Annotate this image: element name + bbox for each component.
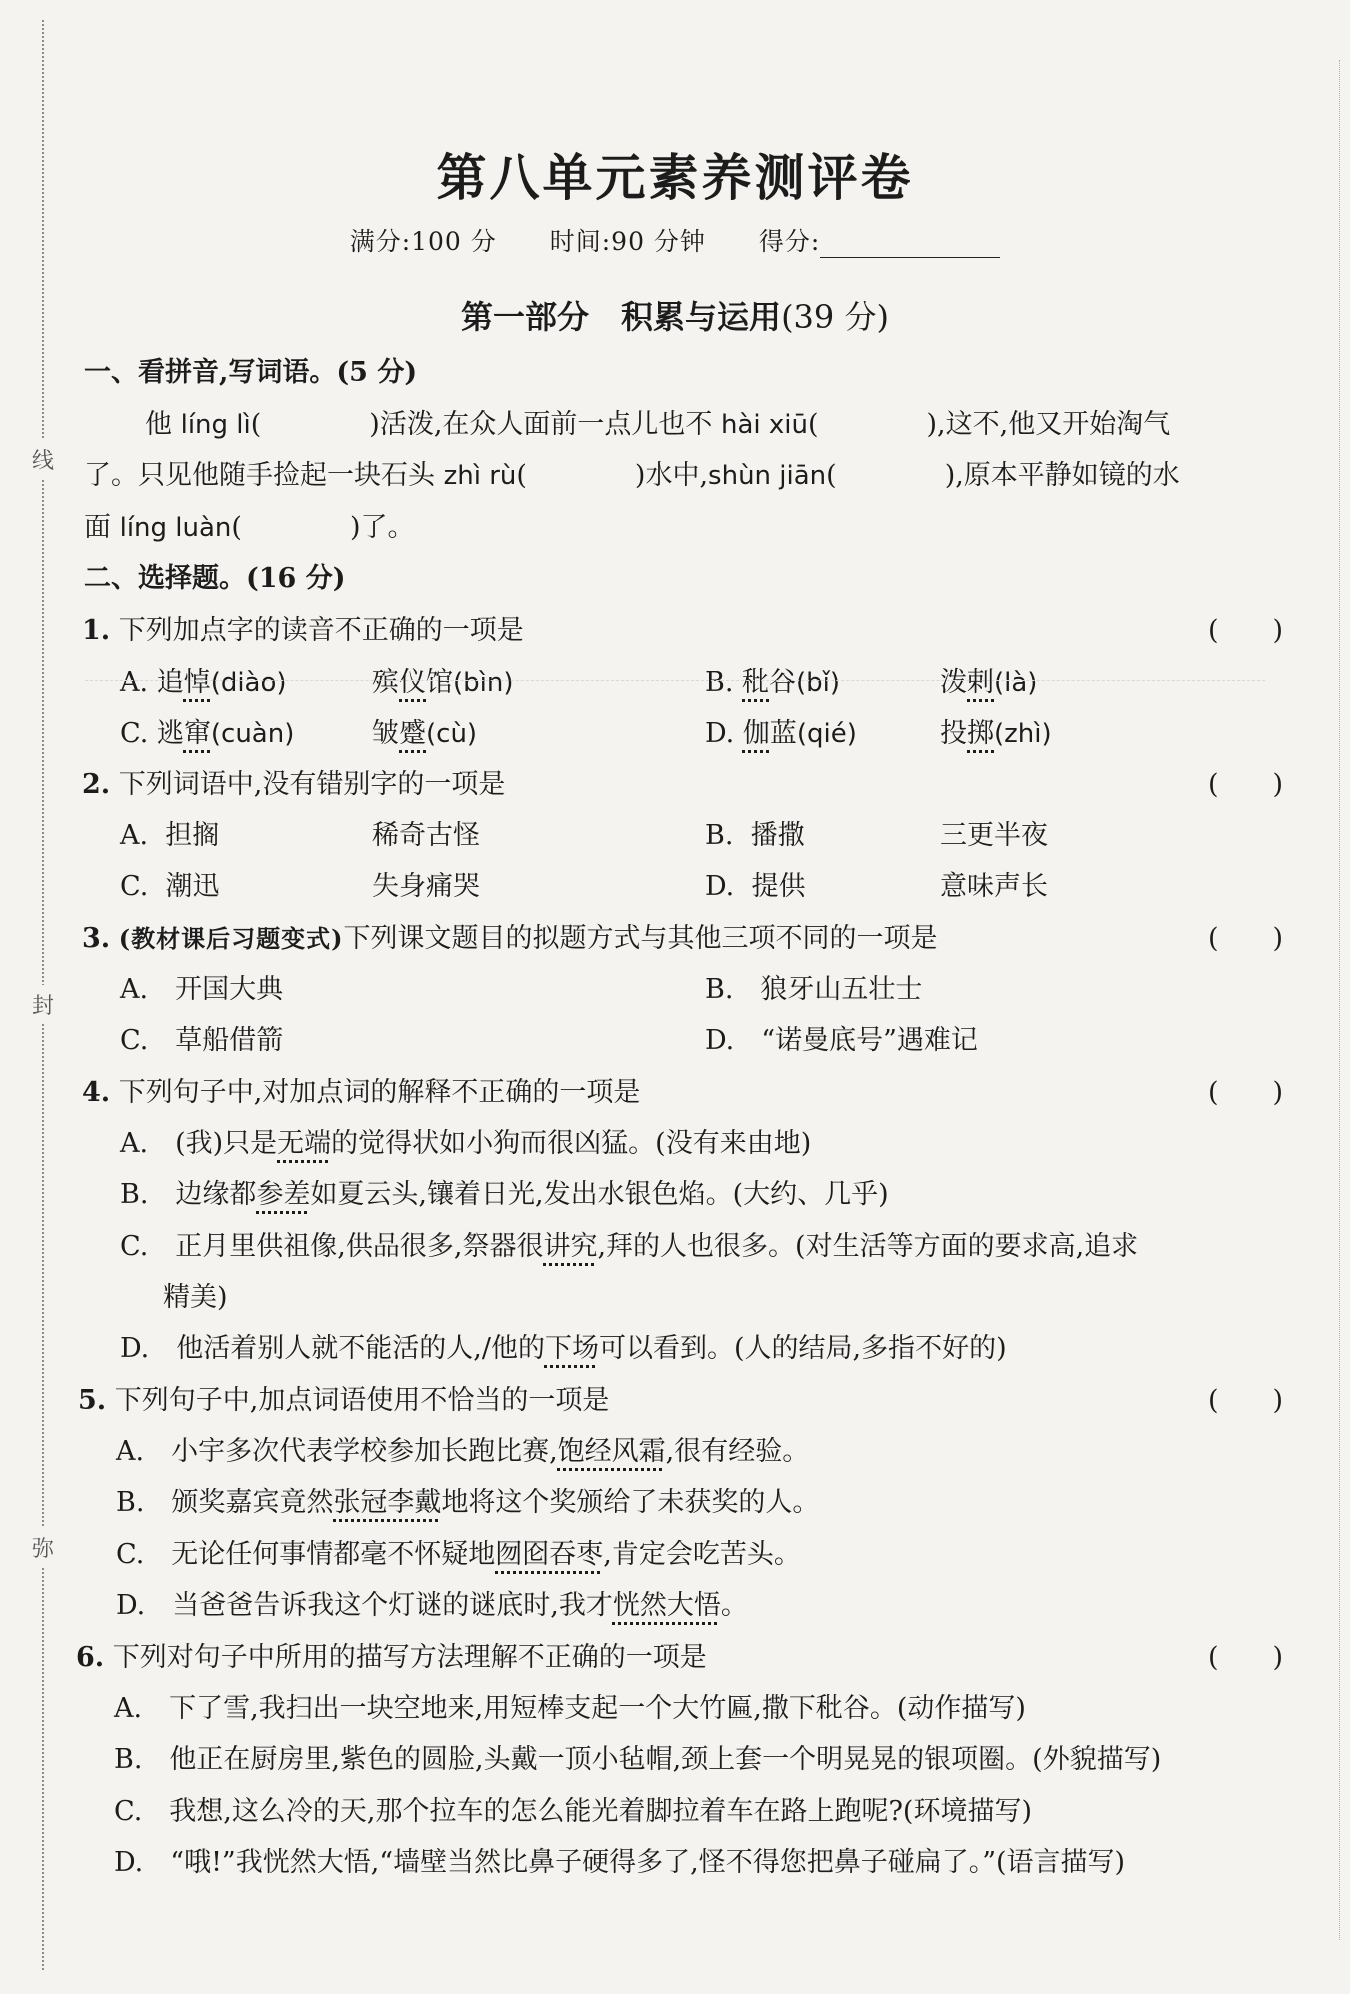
q6-option-a[interactable]: A. 下了雪,我扫出一块空地来,用短棒支起一个大竹匾,撒下秕谷。(动作描写): [114, 1693, 1026, 1724]
option-text: 潮迅: [165, 871, 220, 902]
dotted-word: 参差: [256, 1179, 311, 1210]
question-3-stem: [82, 916, 938, 955]
pinyin: (cù): [426, 719, 478, 749]
text: ,拜的人也很多。(对生活等方面的要求高,追求: [597, 1231, 1139, 1262]
answer-paren-6[interactable]: ( ): [1208, 1642, 1284, 1673]
stem-text: 下列句子中,对加点词的解释不正确的一项是: [118, 1077, 641, 1108]
q5-option-d[interactable]: [116, 1583, 748, 1622]
text: 如夏云头,镶着日光,发出水银色焰。(大约、几乎): [310, 1179, 889, 1210]
q2-option-a[interactable]: [120, 813, 219, 852]
pinyin-zhiru: zhì rù: [443, 461, 517, 491]
score-blank[interactable]: [820, 231, 1000, 258]
q5-option-c[interactable]: [116, 1532, 801, 1571]
dotted-char: 蹙: [399, 718, 426, 749]
text: B. 边缘都: [120, 1179, 257, 1210]
full-score: 满分:100 分: [349, 227, 497, 256]
q3-option-b[interactable]: B. 狼牙山五壮士: [705, 974, 923, 1005]
question-1-stem: [82, 608, 524, 647]
text: 逃: [156, 718, 184, 749]
q5-option-b[interactable]: [116, 1480, 819, 1519]
question-number: 3.: [82, 923, 111, 954]
question-tag: (教材课后习题变式): [118, 924, 344, 953]
option-label: C.: [120, 718, 149, 749]
pinyin: (là): [994, 668, 1038, 698]
part-one-title: [0, 292, 1350, 338]
q2-option-b-2: 三更半夜: [940, 820, 1048, 851]
dotted-word: 无端: [277, 1128, 332, 1159]
text: 投: [940, 718, 967, 749]
answer-blank-text[interactable]: ( ),这不,他又开始淘气: [807, 409, 1171, 440]
binding-label-feng: 封: [28, 985, 58, 1024]
q1-option-d-2: [940, 711, 1052, 750]
answer-blank-text[interactable]: ( )水中,: [516, 460, 709, 491]
pinyin-shunjian: shùn jiān: [708, 461, 827, 491]
question-number: 1.: [82, 615, 111, 646]
option-text: 播撒: [750, 820, 805, 851]
binding-label-mi: 弥: [28, 1528, 58, 1567]
part-one-points: (39 分): [781, 298, 889, 336]
part-one-name: 第一部分 积累与运用: [461, 298, 782, 336]
answer-blank-text[interactable]: ( ),原本平静如镜的水: [826, 460, 1180, 491]
option-text: 担搁: [165, 820, 220, 851]
text: 面: [84, 512, 120, 543]
question-number: 2.: [82, 769, 111, 800]
pinyin: (qié): [796, 719, 857, 749]
stem-text: 下列对句子中所用的描写方法理解不正确的一项是: [112, 1642, 707, 1673]
dotted-word: 讲究: [543, 1231, 598, 1262]
text: B. 颁奖嘉宾竟然: [116, 1487, 334, 1518]
pinyin-line-3: [84, 505, 414, 544]
pinyin: (zhì): [994, 719, 1052, 749]
q2-option-a-2: 稀奇古怪: [372, 820, 480, 851]
question-number: 6.: [76, 1642, 105, 1673]
text: A. (我)只是: [120, 1128, 278, 1159]
dotted-word: 饱经风霜: [557, 1436, 666, 1467]
pinyin: (bǐ): [796, 668, 841, 698]
score-field[interactable]: [759, 227, 1000, 256]
text: 他: [145, 409, 181, 440]
q5-option-a[interactable]: [116, 1429, 809, 1468]
text: 可以看到。(人的结局,多指不好的): [598, 1333, 1007, 1364]
dotted-char: 伽: [742, 718, 770, 749]
q6-option-c[interactable]: C. 我想,这么冷的天,那个拉车的怎么能光着脚拉着车在路上跑呢?(环境描写): [114, 1796, 1032, 1827]
dotted-char: 窜: [183, 718, 211, 749]
q4-option-c-cont: 精美): [163, 1282, 228, 1313]
text: D. 他活着别人就不能活的人,/他的: [120, 1333, 545, 1364]
text: 泼: [940, 667, 967, 698]
text: D. 当爸爸告诉我这个灯谜的谜底时,我才: [116, 1590, 613, 1621]
q6-option-b[interactable]: B. 他正在厨房里,紫色的圆脸,头戴一顶小毡帽,颈上套一个明晃晃的银项圈。(外貌描写): [114, 1744, 1162, 1775]
answer-paren-1[interactable]: ( ): [1208, 615, 1284, 646]
time-limit: 时间:90 分钟: [549, 227, 706, 256]
answer-paren-4[interactable]: ( ): [1208, 1077, 1284, 1108]
q4-option-c[interactable]: [120, 1224, 1138, 1263]
answer-paren-5[interactable]: ( ): [1208, 1385, 1284, 1416]
text: C. 无论任何事情都毫不怀疑地: [116, 1539, 496, 1570]
option-label: C.: [120, 871, 149, 902]
text: 蓝: [769, 718, 797, 749]
option-label: A.: [120, 667, 149, 698]
pinyin: (cuàn): [210, 719, 295, 749]
question-number: 5.: [78, 1385, 107, 1416]
text: 。: [720, 1590, 748, 1621]
q3-option-c[interactable]: C. 草船借箭: [120, 1025, 284, 1056]
score-label: 得分:: [758, 227, 821, 256]
text: 了。只见他随手捡起一块石头: [84, 460, 444, 491]
q4-option-b[interactable]: [120, 1172, 889, 1211]
question-5-stem: [78, 1378, 609, 1417]
answer-blank-text[interactable]: ( )了。: [231, 512, 415, 543]
dotted-char: 仪: [399, 667, 426, 698]
q2-option-d-2: 意味声长: [940, 871, 1048, 902]
answer-paren-2[interactable]: ( ): [1208, 769, 1284, 800]
pinyin: (diào): [210, 668, 287, 698]
dotted-word: 恍然大悟: [612, 1590, 721, 1621]
stem-text: 下列词语中,没有错别字的一项是: [118, 769, 506, 800]
text: ,肯定会吃苦头。: [603, 1539, 801, 1570]
text: 地将这个奖颁给了未获奖的人。: [441, 1487, 820, 1518]
option-text: 提供: [751, 871, 806, 902]
pinyin-haixiu: hài xiū: [720, 410, 808, 440]
dotted-char: 秕: [742, 667, 770, 698]
dotted-char: 悼: [183, 667, 211, 698]
text: 的觉得状如小狗而很凶猛。(没有来由地): [331, 1128, 812, 1159]
page-title: 第八单元素养测评卷: [436, 148, 914, 207]
text: 馆: [426, 667, 453, 698]
dotted-word: 张冠李戴: [333, 1487, 442, 1518]
option-label: B.: [705, 667, 734, 698]
q1-option-c-2: [372, 711, 477, 750]
q1-option-c[interactable]: [120, 711, 294, 750]
q2-option-c-2: 失身痛哭: [372, 871, 480, 902]
pinyin-lingli: líng lì: [180, 410, 251, 440]
q2-option-d[interactable]: [705, 864, 805, 903]
stem-text: 下列句子中,加点词语使用不恰当的一项是: [114, 1385, 610, 1416]
q2-option-c[interactable]: [120, 864, 219, 903]
dotted-word: 下场: [544, 1333, 599, 1364]
text: 谷: [769, 667, 797, 698]
pinyin-lingluan: líng luàn: [119, 513, 232, 543]
text: A. 小宇多次代表学校参加长跑比赛,: [116, 1436, 558, 1467]
q4-option-a[interactable]: [120, 1121, 811, 1160]
binding-label-xian: 线: [28, 440, 58, 479]
section-one-title: 一、看拼音,写词语。(5 分): [84, 357, 418, 388]
question-4-stem: [82, 1070, 640, 1109]
option-label: B.: [705, 820, 734, 851]
q2-option-b[interactable]: [705, 813, 805, 852]
q6-option-d[interactable]: D. “哦!”我恍然大悟,“墙壁当然比鼻子硬得多了,怪不得您把鼻子碰扁了。”(语言描写): [114, 1847, 1126, 1878]
pinyin: (bìn): [453, 668, 514, 698]
page-edge-line: [1339, 60, 1340, 1940]
pinyin-line-2: [84, 453, 1180, 492]
text: ,很有经验。: [665, 1436, 810, 1467]
pinyin-line-1: [145, 402, 1170, 441]
q3-option-d[interactable]: D. “诺曼底号”遇难记: [705, 1025, 978, 1056]
text: 追: [156, 667, 184, 698]
option-label: D.: [705, 718, 735, 749]
answer-paren-3[interactable]: ( ): [1208, 923, 1284, 954]
question-2-stem: [82, 762, 505, 801]
text: C. 正月里供祖像,供品很多,祭器很: [120, 1231, 544, 1262]
answer-blank-text[interactable]: ( )活泼,在众人面前一点儿也不: [250, 409, 721, 440]
stem-text: 下列课文题目的拟题方式与其他三项不同的一项是: [343, 923, 938, 954]
dotted-char: 剌: [967, 667, 994, 698]
dotted-char: 掷: [967, 718, 994, 749]
text: 皱: [372, 718, 399, 749]
option-label: D.: [705, 871, 735, 902]
text: 殡: [372, 667, 399, 698]
dotted-word: 囫囵吞枣: [495, 1539, 604, 1570]
question-number: 4.: [82, 1077, 111, 1108]
q3-option-a[interactable]: A. 开国大典: [120, 974, 284, 1005]
stem-text: 下列加点字的读音不正确的一项是: [118, 615, 524, 646]
exam-meta: [0, 222, 1350, 258]
section-two-title: 二、选择题。(16 分): [84, 563, 346, 594]
option-label: A.: [120, 820, 149, 851]
question-6-stem: [76, 1635, 707, 1674]
q4-option-d[interactable]: [120, 1326, 1007, 1365]
q1-option-d[interactable]: [705, 711, 857, 750]
faint-rule: [85, 680, 1265, 681]
